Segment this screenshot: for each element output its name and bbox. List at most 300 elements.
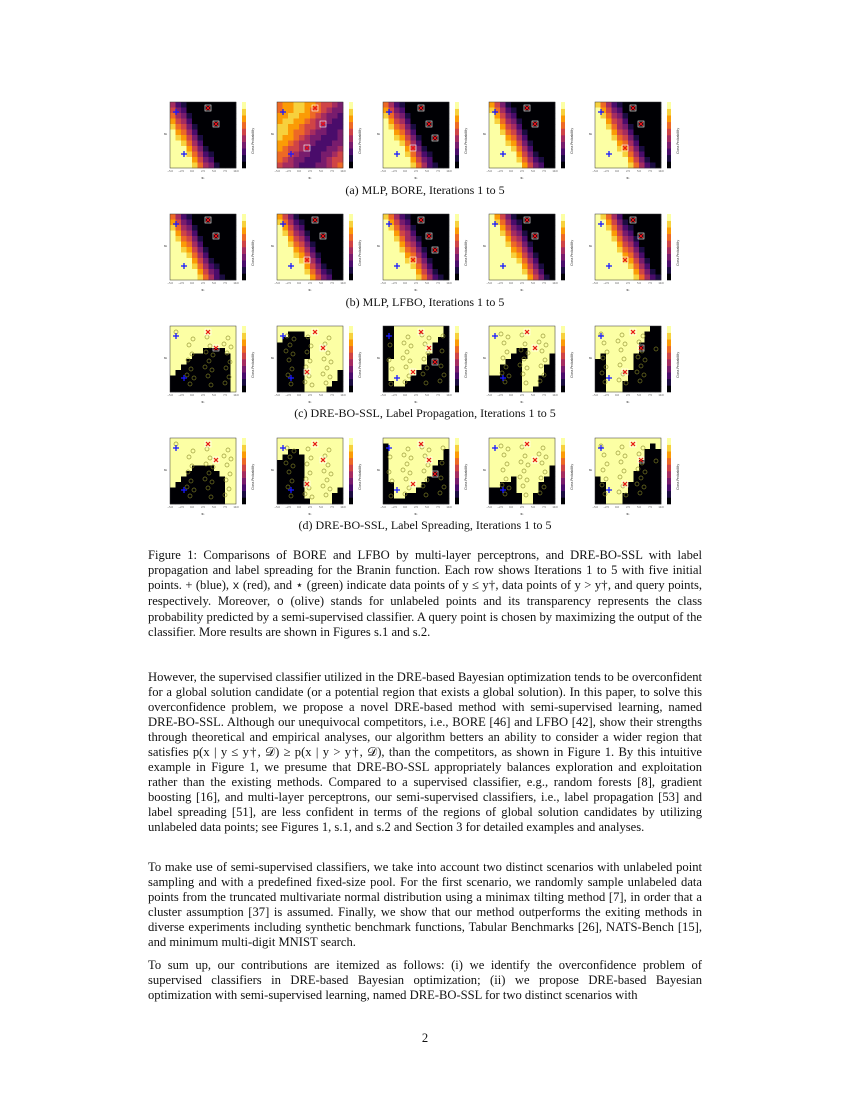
heatmap-cell [283,124,289,130]
x-tick-label: 2.5 [626,170,630,173]
heatmap-cell [283,258,289,264]
heatmap-cell [170,269,176,275]
heatmap-cell [220,214,226,220]
heatmap-cell [595,113,601,119]
heatmap-cell [383,370,389,376]
heatmap-cell [634,365,640,371]
heatmap-cell [528,220,534,226]
heatmap-cell [411,130,417,136]
heatmap-cell [389,376,395,382]
heatmap-cell [517,343,523,349]
heatmap-cell [209,269,215,275]
x-tick-label: 7.5 [436,506,440,509]
heatmap-cell [405,242,411,248]
heatmap-cell [522,269,528,275]
y-axis-label: x₂ [164,132,168,136]
heatmap-cell [656,113,662,119]
heatmap-cell [544,247,550,253]
heatmap-cell [544,348,550,354]
heatmap-cell [601,152,607,158]
heatmap-cell [383,119,389,125]
heatmap-cell [427,157,433,163]
heatmap-cell [305,438,311,444]
colorbar-segment [667,339,671,346]
heatmap-cell [422,269,428,275]
heatmap-cell [517,220,523,226]
x-tick-label: 2.5 [520,506,524,509]
heatmap-cell [321,214,327,220]
heatmap-cell [639,130,645,136]
heatmap-cell [595,343,601,349]
heatmap-cell [550,247,556,253]
heatmap-cell [389,488,395,494]
heatmap-cell [411,253,417,259]
heatmap-cell [220,113,226,119]
heatmap-cell [405,326,411,332]
heatmap-cell [544,130,550,136]
heatmap-cell [400,242,406,248]
heatmap-cell [294,141,300,147]
colorbar-label: Class Probability [676,127,680,154]
heatmap-cell [332,242,338,248]
colorbar-segment [455,148,459,155]
heatmap-cell [294,225,300,231]
heatmap-cell [209,477,215,483]
y-axis-label: x₂ [271,356,275,360]
heatmap-cell [181,482,187,488]
heatmap-cell [214,493,220,499]
heatmap-cell [383,146,389,152]
heatmap-cell [305,124,311,130]
heatmap-cell [500,135,506,141]
heatmap-cell [283,242,289,248]
heatmap-cell [606,141,612,147]
heatmap-cell [231,359,237,365]
colorbar-segment [242,155,246,162]
heatmap-cell [394,247,400,253]
heatmap-cell [550,477,556,483]
heatmap-cell [283,231,289,237]
heatmap-cell [489,477,495,483]
heatmap-cell [299,343,305,349]
colorbar-segment [455,214,459,221]
heatmap-cell [332,264,338,270]
heatmap-cell [656,499,662,505]
heatmap-cell [438,157,444,163]
heatmap-cell [198,471,204,477]
heatmap-cell [528,471,534,477]
heatmap-cell [617,108,623,114]
heatmap-cell [628,460,634,466]
y-axis-label: x₂ [589,468,593,472]
heatmap-cell [528,499,534,505]
heatmap-cell [176,258,182,264]
heatmap-cell [209,376,215,382]
heatmap-cell [209,444,215,450]
heatmap-cell [209,119,215,125]
heatmap-cell [650,381,656,387]
heatmap-cell [595,438,601,444]
heatmap-cell [283,269,289,275]
heatmap-cell [438,152,444,158]
heatmap-cell [170,236,176,242]
heatmap-cell [170,387,176,393]
heatmap-cell [533,471,539,477]
x-axis-label: x₁ [520,400,524,404]
heatmap-cell [539,220,545,226]
heatmap-cell [299,337,305,343]
heatmap-cell [528,247,534,253]
x-tick-label: 2.5 [520,394,524,397]
heatmap-cell [506,141,512,147]
heatmap-cell [645,449,651,455]
heatmap-cell [544,242,550,248]
heatmap-cell [310,381,316,387]
heatmap-cell [495,438,501,444]
heatmap-cell [544,466,550,472]
heatmap-cell [645,141,651,147]
heatmap-cell [338,359,344,365]
x-tick-label: 0.0 [297,170,301,173]
heatmap-cell [489,387,495,393]
heatmap-cell [305,471,311,477]
heatmap-cell [310,130,316,136]
heatmap-cell [495,152,501,158]
heatmap-cell [181,269,187,275]
heatmap-cell [209,141,215,147]
x-tick-label: −5.0 [167,394,173,397]
heatmap-cell [203,236,209,242]
heatmap-cell [214,337,220,343]
colorbar-segment [349,122,353,129]
heatmap-cell [277,477,283,483]
x-tick-label: 5.0 [531,282,535,285]
heatmap-cell [181,343,187,349]
heatmap-cell [383,130,389,136]
heatmap-cell [214,488,220,494]
heatmap-cell [220,444,226,450]
heatmap-cell [416,269,422,275]
heatmap-cell [495,343,501,349]
heatmap-cell [433,119,439,125]
heatmap-cell [617,130,623,136]
heatmap-cell [294,152,300,158]
heatmap-cell [511,135,517,141]
x-tick-label: −2.5 [497,170,503,173]
heatmap-cell [517,455,523,461]
heatmap-cell [389,231,395,237]
heatmap-cell [198,225,204,231]
heatmap-cell [231,102,237,108]
heatmap-cell [623,326,629,332]
heatmap-cell [220,493,226,499]
x-tick-label: 2.5 [414,506,418,509]
heatmap-cell [617,119,623,125]
heatmap-cell [411,119,417,125]
heatmap-cell [305,247,311,253]
heatmap-cell [550,493,556,499]
heatmap-cell [192,370,198,376]
heatmap-cell [438,387,444,393]
heatmap-cell [612,113,618,119]
heatmap-cell [511,359,517,365]
heatmap-cell [277,482,283,488]
heatmap-cell [220,163,226,169]
colorbar-segment [667,478,671,485]
heatmap-cell [427,113,433,119]
heatmap-cell [310,348,316,354]
heatmap-cell [489,354,495,360]
heatmap-cell [400,247,406,253]
colorbar-segment [242,379,246,386]
colorbar-segment [667,333,671,340]
heatmap-cell [321,264,327,270]
colorbar-segment [561,497,565,504]
heatmap-cell [321,370,327,376]
heatmap-cell [394,359,400,365]
heatmap-cell [327,157,333,163]
heatmap-cell [283,343,289,349]
heatmap-cell [416,381,422,387]
heatmap-cell [187,102,193,108]
colorbar-segment [455,352,459,359]
heatmap-cell [214,359,220,365]
heatmap-cell [595,102,601,108]
heatmap-cell [517,477,523,483]
heatmap-cell [495,359,501,365]
x-tick-label: 5.0 [212,506,216,509]
heatmap-cell [444,275,450,281]
heatmap-cell [500,258,506,264]
heatmap-cell [628,471,634,477]
heatmap-cell [645,460,651,466]
heatmap-cell [288,220,294,226]
heatmap-cell [438,231,444,237]
heatmap-cell [444,326,450,332]
colorbar-segment [349,240,353,247]
heatmap-cell [650,247,656,253]
x-axis-label: x₁ [201,400,205,404]
heatmap-cell [338,135,344,141]
heatmap-cell [294,337,300,343]
heatmap-cell [601,242,607,248]
heatmap-cell [533,220,539,226]
heatmap-cell [612,236,618,242]
colorbar-label: Class Probability [570,239,574,266]
heatmap-cell [299,438,305,444]
colorbar-segment [242,484,246,491]
heatmap-cell [522,387,528,393]
heatmap-cell [389,124,395,130]
heatmap-cell [170,455,176,461]
heatmap-cell [427,242,433,248]
heatmap-cell [231,141,237,147]
heatmap-cell [288,225,294,231]
heatmap-cell [181,337,187,343]
heatmap-cell [192,381,198,387]
heatmap-cell [220,253,226,259]
heatmap-cell [422,108,428,114]
heatmap-cell [338,493,344,499]
heatmap-cell [394,214,400,220]
colorbar-label: Class Probability [358,351,362,378]
heatmap-cell [595,477,601,483]
heatmap-cell [489,135,495,141]
heatmap-cell [612,348,618,354]
heatmap-cell [176,482,182,488]
heatmap-cell [645,146,651,152]
heatmap-cell [332,231,338,237]
heatmap-cell [338,231,344,237]
heatmap-cell [650,449,656,455]
heatmap-cell [645,258,651,264]
heatmap-cell [231,343,237,349]
colorbar-segment [455,115,459,122]
heatmap-cell [595,231,601,237]
heatmap-cell [634,146,640,152]
heatmap-cell [595,337,601,343]
heatmap-cell [427,108,433,114]
colorbar-segment [561,346,565,353]
heatmap-cell [411,113,417,119]
heatmap-cell [288,124,294,130]
heatmap-cell [539,102,545,108]
heatmap-cell [623,499,629,505]
heatmap-cell [617,247,623,253]
caption-o-mark: o [276,596,284,609]
heatmap-cell [650,376,656,382]
heatmap-cell [394,438,400,444]
heatmap-cell [405,225,411,231]
heatmap-cell [332,488,338,494]
heatmap-cell [628,493,634,499]
heatmap-cell [416,225,422,231]
x-axis-label: x₁ [201,176,205,180]
heatmap-cell [645,119,651,125]
heatmap-cell [522,381,528,387]
x-tick-label: −5.0 [167,506,173,509]
colorbar-segment [667,254,671,261]
heatmap-cell [321,499,327,505]
heatmap-cell [327,269,333,275]
colorbar-segment [561,234,565,241]
colorbar-segment [561,478,565,485]
heatmap-cell [321,163,327,169]
heatmap-cell [220,108,226,114]
heatmap-cell [220,146,226,152]
heatmap-cell [639,108,645,114]
heatmap-cell [639,269,645,275]
colorbar-segment [667,260,671,267]
colorbar-segment [242,227,246,234]
heatmap-cell [394,275,400,281]
heatmap-cell [628,477,634,483]
panel-a-3 [375,100,479,180]
heatmap-cell [595,258,601,264]
heatmap-cell [606,359,612,365]
heatmap-cell [170,157,176,163]
heatmap-cell [612,247,618,253]
heatmap-cell [422,365,428,371]
heatmap-cell [288,275,294,281]
heatmap-cell [294,258,300,264]
heatmap-cell [656,488,662,494]
x-tick-label: 10.0 [658,394,664,397]
subcaption-d: (d) DRE-BO-SSL, Label Spreading, Iterations 1 to 5 [298,518,552,532]
heatmap-cell [533,247,539,253]
heatmap-cell [277,102,283,108]
heatmap-cell [405,264,411,270]
heatmap-cell [383,102,389,108]
heatmap-cell [332,135,338,141]
colorbar-segment [561,385,565,392]
heatmap-cell [528,444,534,450]
heatmap-cell [198,343,204,349]
heatmap-cell [283,163,289,169]
heatmap-cell [438,146,444,152]
figure-row-d [162,436,692,516]
x-tick-label: 0.0 [509,282,513,285]
heatmap-cell [489,269,495,275]
heatmap-cell [506,163,512,169]
heatmap-d-4 [481,436,585,516]
heatmap-cell [645,482,651,488]
heatmap-cell [495,236,501,242]
heatmap-cell [294,477,300,483]
heatmap-cell [650,466,656,472]
heatmap-cell [176,370,182,376]
heatmap-cell [438,370,444,376]
heatmap-cell [411,354,417,360]
heatmap-cell [405,231,411,237]
heatmap-cell [444,381,450,387]
heatmap-b-3 [375,212,479,292]
colorbar-segment [455,247,459,254]
heatmap-cell [612,102,618,108]
heatmap-cell [612,471,618,477]
heatmap-cell [606,225,612,231]
heatmap-cell [294,124,300,130]
heatmap-cell [332,113,338,119]
heatmap-cell [656,135,662,141]
heatmap-cell [544,236,550,242]
heatmap-cell [511,130,517,136]
heatmap-cell [225,236,231,242]
x-tick-label: 7.5 [542,394,546,397]
heatmap-cell [416,141,422,147]
colorbar-label: Class Probability [570,463,574,490]
heatmap-cell [170,365,176,371]
heatmap-cell [656,332,662,338]
colorbar-label: Class Probability [251,351,255,378]
heatmap-cell [394,141,400,147]
heatmap-cell [383,438,389,444]
heatmap-cell [170,163,176,169]
heatmap-cell [198,275,204,281]
heatmap-cell [601,135,607,141]
heatmap-cell [192,124,198,130]
heatmap-cell [595,493,601,499]
heatmap-cell [528,449,534,455]
heatmap-cell [316,370,322,376]
heatmap-cell [500,124,506,130]
heatmap-cell [612,482,618,488]
heatmap-cell [383,264,389,270]
heatmap-cell [288,258,294,264]
heatmap-cell [500,108,506,114]
heatmap-cell [617,163,623,169]
heatmap-cell [528,493,534,499]
